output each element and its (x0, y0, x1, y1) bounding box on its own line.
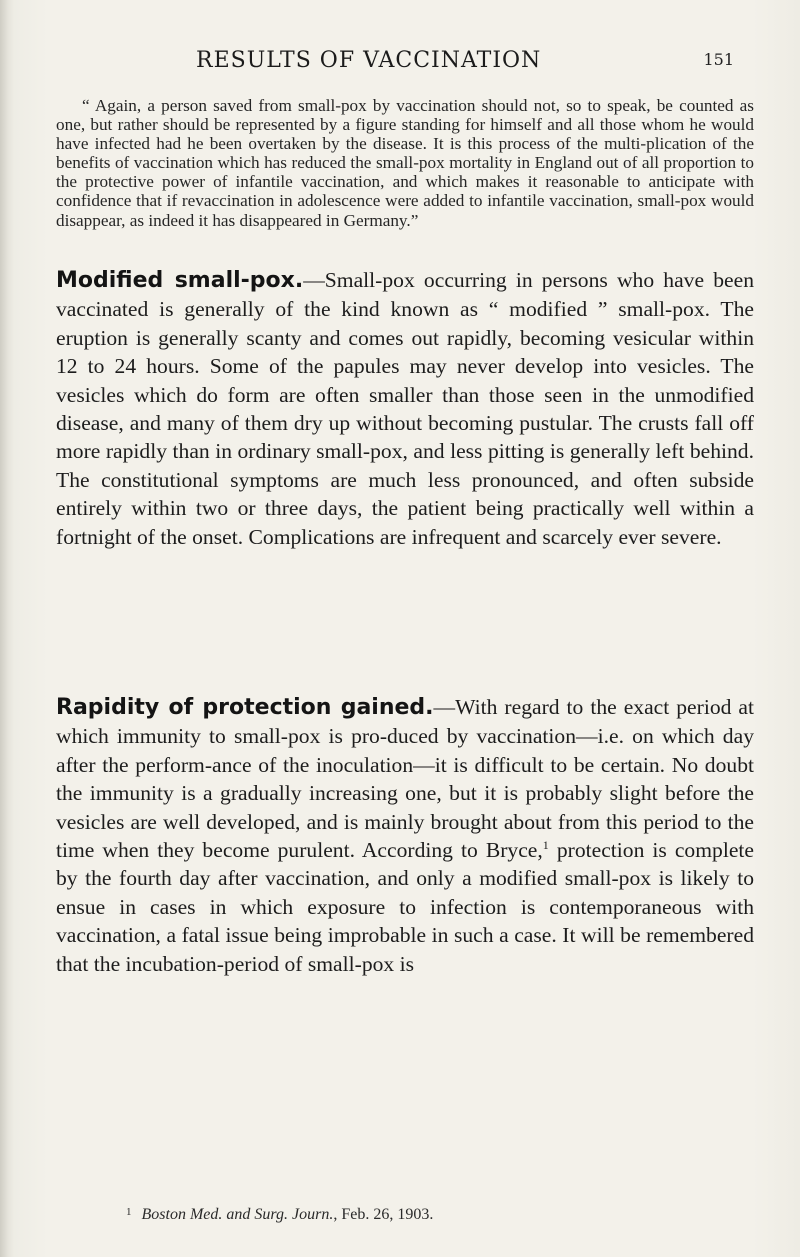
section-body: —Small-pox occurring in persons who have been vaccinated is generally of the kind known as “ modified ” small-pox. The eruption is generally scanty and comes out rapidly, becoming vesicular within 12 to 24 hours. Some of the papules may never develop into vesicles. The vesicles which do form are often smaller than those seen in the unmodified disease, and many of them dry up without becoming pustular. The crusts fall off more rapidly than in ordinary small-pox, and less pitting is generally left behind. The constitutional symptoms are much less pronounced, and often subside entirely within two or three days, the patient being practically well within a fortnight of the onset. Complications are infrequent and scarcely ever severe. (56, 268, 754, 549)
running-title: RESULTS OF VACCINATION (196, 48, 542, 73)
section-paragraph (56, 266, 754, 551)
footnote-reference: 1 (542, 837, 549, 852)
quoted-passage (56, 96, 754, 230)
section-rapidity-of-protection (56, 693, 754, 978)
quote-paragraph: “ Again, a person saved from small-pox by vaccination should not, so to speak, be counted as one, but rather should be represented by a figure standing for himself and all those whom he would have infected had he been overtaken by the disease. It is this process of the multi-plication of the benefits of vaccination which has reduced the small-pox mortality in England out of all proportion to the protective power of infantile vaccination, and which makes it reasonable to anticipate with confidence that if revaccination in adolescence were added to infantile vaccination, small-pox would disappear, as indeed it has disappeared in Germany.” (56, 96, 754, 230)
footnote (126, 1206, 766, 1224)
section-heading: Rapidity of protection gained. (56, 695, 434, 720)
section-body: —With regard to the exact period at which immunity to small-pox is pro-duced by vaccination—i.e. on which day after the perform-ance of the inoculation—it is difficult to be certain. No doubt the immunity is a gradually increasing one, but it is probably slight before the vesicles are well developed, and is mainly brought about from this period to the time when they become purulent. According to Bryce, (56, 695, 754, 863)
section-paragraph (56, 693, 754, 978)
page-binding-shadow (0, 0, 14, 1257)
page-number: 151 (703, 50, 734, 69)
section-heading: Modified small-pox. (56, 268, 304, 293)
footnote-date: , Feb. 26, 1903. (333, 1206, 434, 1223)
section-body-continued: protection is complete by the fourth day after vaccination, and only a modified small-pox is likely to ensue in cases in which exposure to infection is contemporaneous with vaccination, a fatal issue being improbable in such a case. It will be remembered that the incubation-period of small-pox is (56, 838, 754, 976)
section-modified-small-pox (56, 266, 754, 551)
footnote-marker: 1 (126, 1206, 132, 1218)
running-header (196, 48, 756, 78)
footnote-journal: Boston Med. and Surg. Journ. (141, 1206, 334, 1223)
